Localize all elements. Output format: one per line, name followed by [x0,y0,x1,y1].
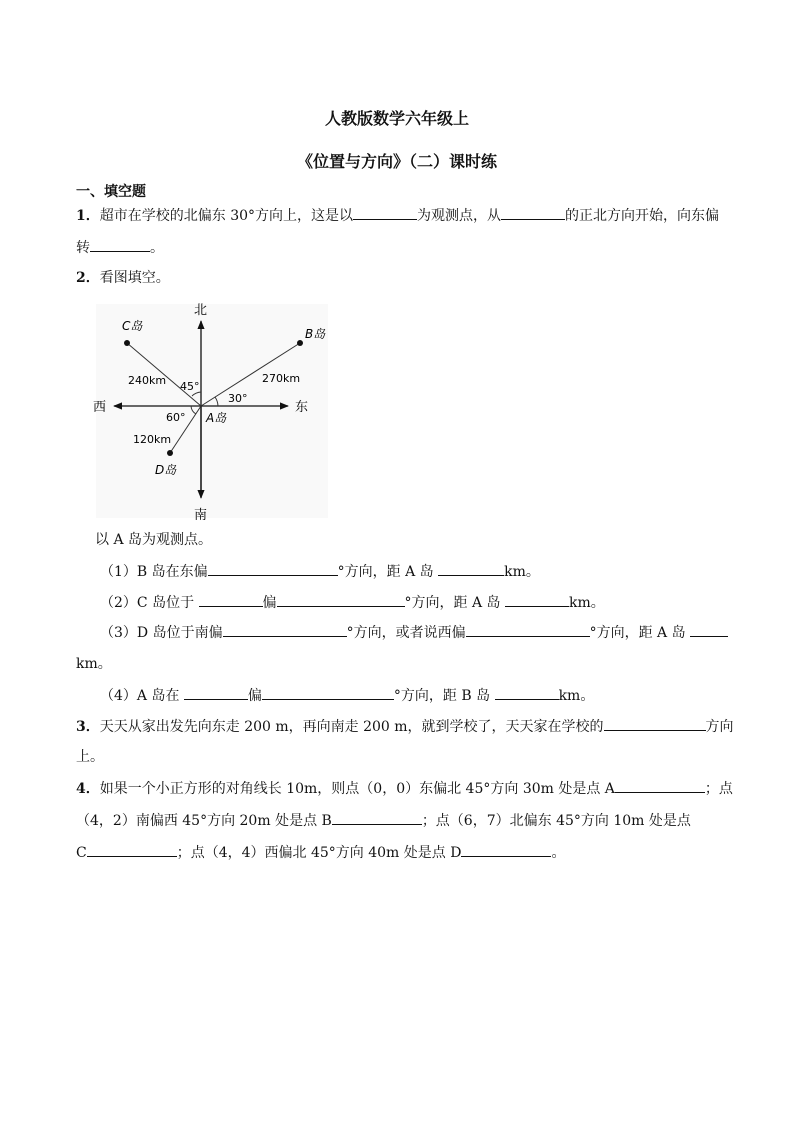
q4-blank-a[interactable] [615,778,705,793]
q1-blank-2[interactable] [501,205,565,220]
q2-line [76,268,170,288]
q2-p1-text: °方向，距 A 岛 [337,564,439,580]
q1-blank-3[interactable] [90,237,150,252]
q4-blank-d[interactable] [461,842,551,857]
label-north: 北 [194,303,208,318]
q2-text: 看图填空。 [99,270,170,286]
q4-text: C [76,845,87,861]
q3-text: 天天从家出发先向东走 200 m，再向南走 200 m，就到学校了，天天家在学校的 [99,719,604,735]
q2-intro: 以 A 岛为观测点。 [95,532,213,548]
q4-text: 如果一个小正方形的对角线长 10m，则点（0，0）东偏北 45°方向 30m 处是点 A [99,781,615,797]
q2-p4-text: 偏 [247,688,262,704]
q4-text: ；点 [704,781,733,797]
label-south: 南 [194,508,208,523]
q2-part-1 [100,561,540,582]
q4-text: ；点（6，7）北偏东 45°方向 10m 处是点 [421,813,691,829]
q4-blank-b[interactable] [332,810,422,825]
label-dist-b: 270km [262,372,301,385]
q2-p4-text: °方向，距 B 岛 [393,688,495,704]
label-dist-c: 240km [128,374,167,387]
q1-text: 。 [150,240,164,256]
q4-line-2 [76,810,691,831]
page-title: 人教版数学六年级上 [324,109,469,128]
q1-text: 的正北方向开始，向东偏 [565,208,720,224]
q1-text: 为观测点，从 [417,208,502,224]
q2-p2-blank-1[interactable] [199,592,263,607]
q4-line-3 [76,842,565,863]
q2-p3-blank-2[interactable] [466,622,590,637]
q1-blank-1[interactable] [353,205,417,220]
label-angle-d: 60° [166,411,186,424]
label-angle-b: 30° [228,392,248,405]
q2-part-3 [100,622,728,643]
q3-line-1 [76,716,734,737]
q1-text: 超市在学校的北偏东 30°方向上，这是以 [99,208,354,224]
q2-part-3-cont: km。 [76,656,112,672]
direction-figure [88,296,338,526]
label-island-d: D岛 [155,463,177,477]
q3-blank[interactable] [604,716,706,731]
q2-p4-text: km。 [558,688,595,704]
page-subtitle: 《位置与方向》（二）课时练 [296,152,497,171]
label-angle-c: 45° [180,380,200,393]
q2-p3-blank-3[interactable] [690,622,728,637]
q3-text: 方向 [705,719,734,735]
q2-p4-blank-3[interactable] [495,685,559,700]
q3-number: 3． [76,719,100,735]
label-dist-d: 120km [133,433,172,446]
q1-number: 1． [76,208,100,224]
q4-text: ；点（4，4）西偏北 45°方向 40m 处是点 D [176,845,462,861]
q2-p1-blank-1[interactable] [208,561,338,576]
label-island-a: A岛 [206,411,227,425]
q1-text: 转 [76,240,90,256]
q1-line-2 [76,237,164,258]
q2-p4-text: （4）A 岛在 [100,688,184,704]
q2-p3-text: °方向，距 A 岛 [589,625,691,641]
point-d [167,450,173,456]
q2-p2-text: （2）C 岛位于 [100,595,199,611]
q2-part-2 [100,592,605,613]
q2-p4-blank-1[interactable] [184,685,248,700]
q2-p2-blank-3[interactable] [505,592,569,607]
q2-p1-blank-2[interactable] [438,561,504,576]
section-title: 一、填空题 [76,184,146,200]
q2-p2-text: °方向，距 A 岛 [404,595,505,611]
q4-text: 。 [551,845,566,861]
q4-line-1 [76,778,733,799]
q2-p4-blank-2[interactable] [262,685,394,700]
point-b [297,340,303,346]
q2-p3-blank-1[interactable] [223,622,347,637]
label-island-b: B岛 [305,327,326,341]
q2-p2-text: 偏 [262,595,277,611]
q2-p3-text: （3）D 岛位于南偏 [100,625,223,641]
q4-number: 4． [76,781,100,797]
q2-p2-blank-2[interactable] [277,592,405,607]
q3-line-2: 上。 [76,749,104,765]
label-east: 东 [295,400,309,415]
q2-p1-text: km。 [504,564,540,580]
label-island-c: C岛 [122,319,143,333]
q4-blank-c[interactable] [87,842,177,857]
q2-part-4 [100,685,594,706]
q2-number: 2． [76,270,100,286]
point-c [124,340,130,346]
q1-line-1 [76,205,719,226]
q2-p3-text: °方向，或者说西偏 [346,625,466,641]
q2-p2-text: km。 [569,595,605,611]
q4-text: （4，2）南偏西 45°方向 20m 处是点 B [76,813,332,829]
label-west: 西 [93,400,107,415]
q2-p1-text: （1）B 岛在东偏 [100,564,208,580]
